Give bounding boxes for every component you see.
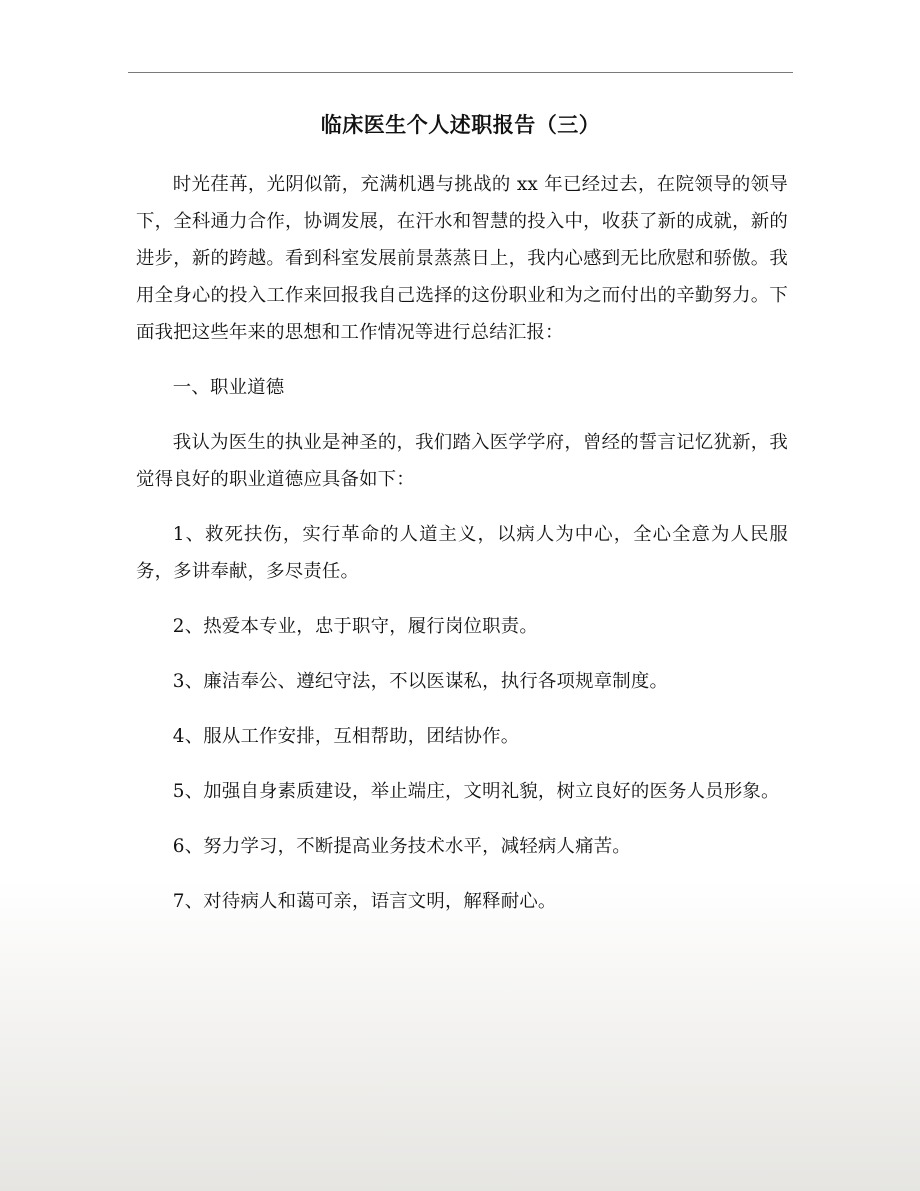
- intro-paragraph: 时光荏苒，光阴似箭，充满机遇与挑战的 xx 年已经过去，在院领导的领导下，全科通力合作，协调发展，在汗水和智慧的投入中，收获了新的成就，新的进步，新的跨越。看到科室发展前景蒸蒸日上，我内心感到无比欣慰和骄傲。我用全身心的投入工作来回报我自己选择的这份职业和为之而付出的辛勤努力。下面我把这些年来的思想和工作情况等进行总结汇报：: [136, 174, 788, 343]
- ethics-item-1: 1、救死扶伤，实行革命的人道主义，以病人为中心，全心全意为人民服务，多讲奉献，多尽责任。: [136, 524, 788, 582]
- ethics-item-5: 5、加强自身素质建设，举止端庄，文明礼貌，树立良好的医务人员形象。: [172, 781, 780, 802]
- ethics-item-4: 4、服从工作安排，互相帮助，团结协作。: [172, 726, 520, 747]
- document-title: 临床医生个人述职报告（三）: [320, 113, 601, 137]
- ethics-item-2: 2、热爱本专业，忠于职守，履行岗位职责。: [172, 616, 538, 637]
- ethics-intro-paragraph: 我认为医生的执业是神圣的，我们踏入医学学府，曾经的誓言记忆犹新，我觉得良好的职业道德应具备如下：: [136, 432, 788, 490]
- ethics-item-3: 3、廉洁奉公、遵纪守法，不以医谋私，执行各项规章制度。: [172, 671, 669, 692]
- section-heading-professional-ethics: 一、职业道德: [172, 377, 285, 398]
- header-rule: [128, 72, 793, 73]
- ethics-item-6: 6、努力学习，不断提高业务技术水平，减轻病人痛苦。: [172, 836, 631, 857]
- document-body: [136, 166, 788, 938]
- ethics-item-7: 7、对待病人和蔼可亲，语言文明，解释耐心。: [172, 891, 557, 912]
